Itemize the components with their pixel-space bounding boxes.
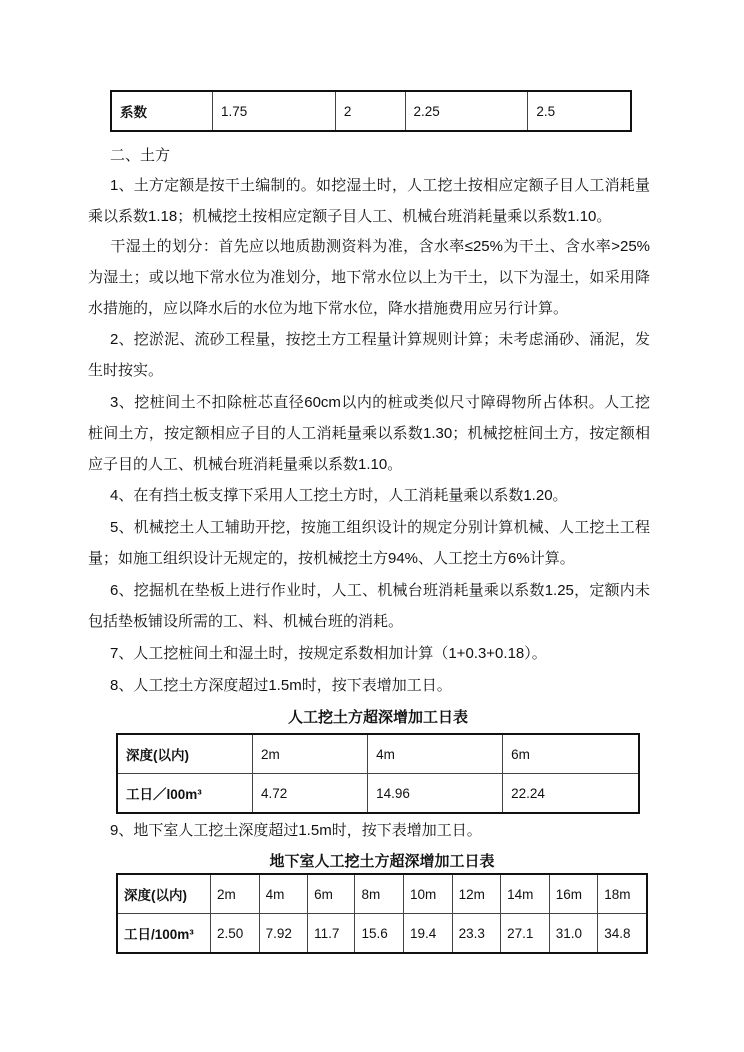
- depth-cell: 14m: [501, 874, 550, 914]
- paragraph-3: [88, 387, 650, 480]
- paragraph-9: [88, 815, 650, 846]
- paragraph-text: 5、机械挖土人工辅助开挖，按施工组织设计的规定分别计算机械、人工挖土工程量；如施工组织设计无规定的，按机械挖土方94%、人工挖土方6%计算。: [88, 519, 650, 567]
- paragraph-dry-wet: [88, 231, 650, 324]
- workday-cell: 7.92: [259, 914, 308, 954]
- workday-cell: 31.0: [549, 914, 598, 954]
- depth-cell: 2m: [211, 874, 260, 914]
- manual-table-title: 人工挖土方超深增加工日表: [287, 709, 468, 726]
- paragraph-2: [88, 324, 650, 386]
- basement-table-title: 地下室人工挖土方超深增加工日表: [269, 853, 495, 870]
- coefficient-value: 2.25: [405, 91, 528, 131]
- workday-cell: 14.96: [368, 774, 503, 814]
- workday-cell: 19.4: [404, 914, 453, 954]
- coefficient-label: 系数: [111, 91, 213, 131]
- workday-cell: 27.1: [501, 914, 550, 954]
- paragraph-5: [88, 512, 650, 574]
- paragraph-6: [88, 575, 650, 637]
- paragraph-text: 9、地下室人工挖土深度超过1.5m时，按下表增加工日。: [110, 822, 482, 839]
- section-title-text: 二、土方: [110, 147, 171, 164]
- workday-label: 工日/100m³: [117, 914, 211, 954]
- coefficient-table: [110, 90, 632, 132]
- coefficient-value: 1.75: [213, 91, 336, 131]
- depth-cell: 18m: [598, 874, 647, 914]
- paragraph-text: 2、挖淤泥、流砂工程量，按挖土方工程量计算规则计算；未考虑涌砂、涌泥，发生时按实。: [88, 331, 650, 379]
- table-row: [117, 874, 647, 914]
- workday-cell: 4.72: [253, 774, 368, 814]
- paragraph-4: [88, 480, 650, 511]
- depth-cell: 4m: [259, 874, 308, 914]
- paragraph-text: 4、在有挡土板支撑下采用人工挖土方时，人工消耗量乘以系数1.20。: [110, 487, 568, 504]
- depth-cell: 8m: [355, 874, 404, 914]
- paragraph-text: 8、人工挖土方深度超过1.5m时，按下表增加工日。: [110, 677, 452, 694]
- workday-cell: 22.24: [503, 774, 639, 814]
- workday-cell: 23.3: [452, 914, 501, 954]
- coefficient-value: 2: [335, 91, 405, 131]
- paragraph-7: [88, 638, 650, 669]
- paragraph-8: [88, 670, 650, 701]
- depth-cell: 6m: [503, 734, 639, 774]
- depth-cell: 4m: [368, 734, 503, 774]
- depth-label: 深度(以内): [117, 734, 253, 774]
- table-row: [117, 914, 647, 954]
- depth-label: 深度(以内): [117, 874, 211, 914]
- table-row: [117, 774, 639, 814]
- manual-excavation-table: [116, 733, 640, 814]
- depth-cell: 6m: [308, 874, 355, 914]
- paragraph-text: 6、挖掘机在垫板上进行作业时，人工、机械台班消耗量乘以系数1.25，定额内未包括垫板铺设所需的工、料、机械台班的消耗。: [88, 582, 650, 630]
- workday-cell: 15.6: [355, 914, 404, 954]
- paragraph-text: 1、土方定额是按干土编制的。如挖湿土时，人工挖土按相应定额子目人工消耗量乘以系数1.18；机械挖土按相应定额子目人工、机械台班消耗量乘以系数1.10。: [88, 177, 650, 225]
- depth-cell: 12m: [452, 874, 501, 914]
- coefficient-value: 2.5: [528, 91, 631, 131]
- depth-cell: 16m: [549, 874, 598, 914]
- depth-cell: 2m: [253, 734, 368, 774]
- paragraph-text: 3、挖桩间土不扣除桩芯直径60cm以内的桩或类似尺寸障碍物所占体积。人工挖桩间土方，按定额相应子目的人工消耗量乘以系数1.30；机械挖桩间土方，按定额相应子目的人工、机械台班消耗量乘以系数1.10。: [88, 394, 650, 473]
- depth-cell: 10m: [404, 874, 453, 914]
- workday-cell: 2.50: [211, 914, 260, 954]
- paragraph-text: 干湿土的划分：首先应以地质勘测资料为准，含水率≤25%为干土、含水率>25%为湿土；或以地下常水位为准划分，地下常水位以上为干土，以下为湿土，如采用降水措施的，应以降水后的水位为地下常水位，降水措施费用应另行计算。: [88, 238, 650, 317]
- workday-cell: 34.8: [598, 914, 647, 954]
- workday-label: 工日／l00m³: [117, 774, 253, 814]
- workday-cell: 11.7: [308, 914, 355, 954]
- basement-excavation-table: [116, 873, 648, 954]
- paragraph-text: 7、人工挖桩间土和湿土时，按规定系数相加计算（1+0.3+0.18）。: [110, 645, 547, 662]
- table-row: [117, 734, 639, 774]
- paragraph-1: [88, 170, 650, 232]
- section-title: [88, 140, 650, 171]
